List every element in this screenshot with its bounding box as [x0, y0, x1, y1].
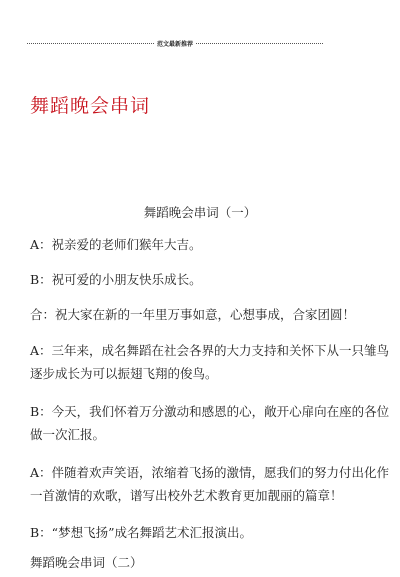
paragraph-3 [30, 303, 370, 326]
paragraph-line: 逐步成长为可以振翅飞翔的俊鸟。 [30, 366, 218, 381]
paragraph-line: B：“梦想飞扬”成名舞蹈艺术汇报演出。 [30, 525, 252, 540]
header-dotted-rule-right [196, 43, 323, 44]
paragraph-5 [30, 400, 390, 446]
paragraph-7 [30, 521, 370, 544]
section-heading-1: 舞蹈晚会串词（一） [143, 205, 257, 220]
section-heading-2: 舞蹈晚会串词（二） [30, 555, 143, 570]
header-label: 范文最新推荐 [157, 40, 194, 48]
header-dotted-rule-left [27, 43, 154, 44]
document-title: 舞蹈晚会串词 [30, 95, 151, 117]
paragraph-1 [30, 233, 370, 256]
paragraph-line: 做一次汇报。 [30, 427, 106, 442]
paragraph-line: B：今天，我们怀着万分激动和感恩的心，敞开心扉向在座的各位 [30, 404, 390, 419]
paragraph-line: A：伴随着欢声笑语，浓缩着飞扬的激情，愿我们的努力付出化作 [30, 465, 390, 480]
paragraph-line: A：祝亲爱的老师们猴年大吉。 [30, 237, 202, 252]
paragraph-line: A：三年来，成名舞蹈在社会各界的大力支持和关怀下从一只雏鸟 [30, 343, 390, 358]
paragraph-line: B：祝可爱的小朋友快乐成长。 [30, 272, 202, 287]
paragraph-4 [30, 339, 390, 385]
paragraph-6 [30, 461, 390, 507]
page-header [27, 37, 323, 49]
paragraph-line: 合：祝大家在新的一年里万事如意，心想事成，合家团圆！ [30, 307, 356, 322]
paragraph-2 [30, 268, 370, 291]
paragraph-line: 一首激情的欢歌，谱写出校外艺术教育更加靓丽的篇章！ [30, 488, 343, 503]
